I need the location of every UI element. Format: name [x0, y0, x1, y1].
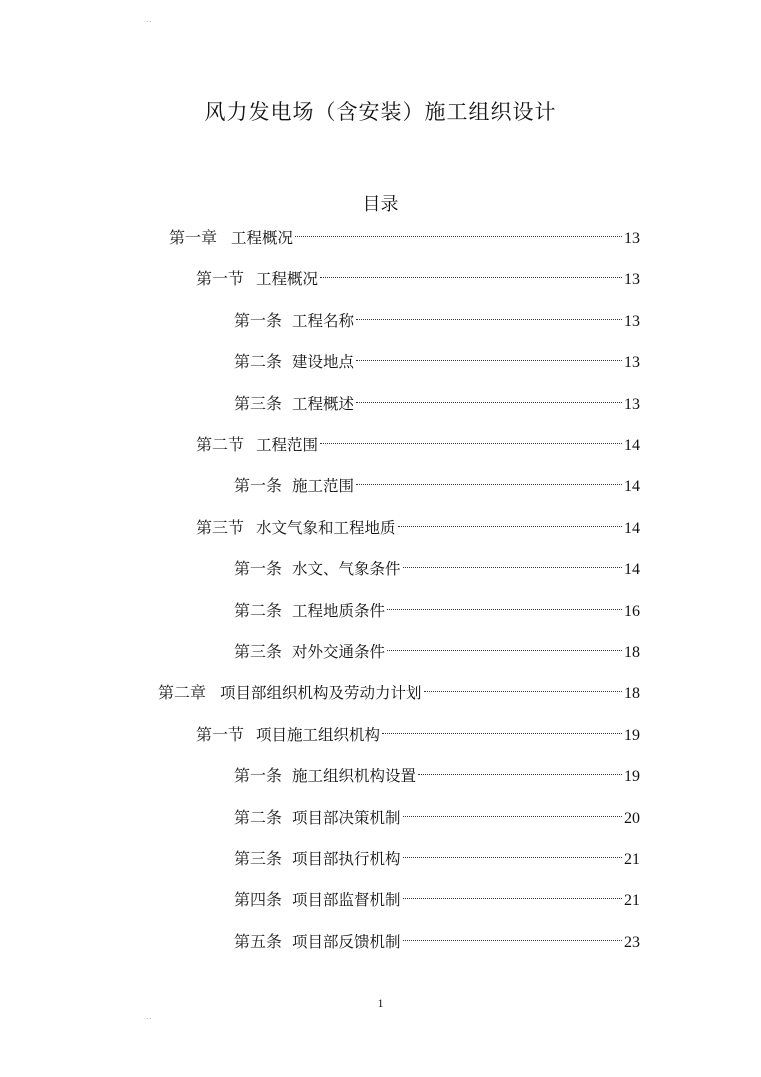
toc-entry-title: 水文气象和工程地质 — [256, 519, 396, 537]
toc-entry-number: 第四条 — [234, 890, 283, 909]
toc-entry[interactable] — [196, 716, 640, 744]
toc-entry[interactable] — [196, 260, 640, 288]
toc-dot-leader — [403, 923, 622, 947]
toc-entry-page: 13 — [624, 313, 640, 330]
toc-entry-number: 第五条 — [234, 932, 283, 951]
toc-dot-leader — [320, 426, 622, 450]
toc-dot-leader — [382, 716, 622, 740]
toc-heading: 目录 — [362, 194, 399, 215]
toc-entry-page: 14 — [624, 561, 640, 578]
toc-entry-page: 18 — [624, 685, 640, 702]
toc-entry[interactable] — [234, 881, 640, 909]
toc-dot-leader — [356, 343, 622, 367]
toc-entry-number: 第二条 — [234, 808, 283, 827]
toc-entry-number: 第二章 — [158, 683, 207, 702]
toc-dot-leader — [418, 757, 622, 781]
toc-entry-page: 13 — [624, 396, 640, 413]
toc-entry-number: 第二条 — [234, 352, 283, 371]
toc-entry-number: 第一条 — [234, 766, 283, 785]
toc-entry-page: 19 — [624, 768, 640, 785]
toc-dot-leader — [403, 840, 622, 864]
toc-dot-leader — [387, 633, 622, 657]
corner-mark-top: .. — [146, 16, 153, 24]
toc-entry-title: 对外交通条件 — [292, 643, 386, 661]
toc-entry-title: 建设地点 — [292, 353, 355, 371]
toc-dot-leader — [356, 302, 622, 326]
toc-entry-number: 第二条 — [234, 601, 283, 620]
toc-entry[interactable] — [234, 923, 640, 951]
toc-entry-number: 第三条 — [234, 394, 283, 413]
toc-entry-title: 施工组织机构设置 — [292, 767, 417, 785]
toc-entry-title: 项目部执行机构 — [292, 850, 401, 868]
toc-entry-title: 水文、气象条件 — [292, 560, 401, 578]
toc-entry-number: 第三条 — [234, 642, 283, 661]
toc-dot-leader — [387, 592, 622, 616]
toc-entry-page: 14 — [624, 437, 640, 454]
toc-entry-number: 第三条 — [234, 849, 283, 868]
toc-entry-title: 工程名称 — [292, 312, 355, 330]
document-title: 风力发电场（含安装）施工组织设计 — [204, 100, 557, 124]
toc-entry[interactable] — [234, 302, 640, 330]
toc-entry-number: 第一节 — [196, 725, 245, 744]
toc-dot-leader — [356, 467, 622, 491]
toc-entry-page: 20 — [624, 810, 640, 827]
toc-entry-title: 工程概况 — [231, 229, 294, 247]
toc-dot-leader — [320, 260, 622, 284]
toc-entry-page: 14 — [624, 478, 640, 495]
toc-entry[interactable] — [234, 592, 640, 620]
toc-entry-page: 13 — [624, 354, 640, 371]
toc-entry-number: 第三节 — [196, 518, 245, 537]
toc-entry-page: 19 — [624, 727, 640, 744]
toc-dot-leader — [295, 219, 622, 243]
toc-entry[interactable] — [169, 219, 640, 247]
toc-entry[interactable] — [234, 467, 640, 495]
toc-entry-page: 13 — [624, 230, 640, 247]
toc-entry-title: 项目部反馈机制 — [292, 933, 401, 951]
toc-dot-leader — [403, 799, 622, 823]
toc-entry-title: 工程概述 — [292, 395, 355, 413]
toc-entry-title: 项目部监督机制 — [292, 891, 401, 909]
toc-entry[interactable] — [158, 674, 640, 702]
toc-dot-leader — [403, 881, 622, 905]
toc-entry[interactable] — [196, 509, 640, 537]
toc-entry-number: 第一条 — [234, 559, 283, 578]
toc-entry[interactable] — [234, 550, 640, 578]
page-number: 1 — [377, 996, 384, 1010]
toc-entry[interactable] — [234, 757, 640, 785]
toc-entry-title: 施工范围 — [292, 477, 355, 495]
toc-dot-leader — [356, 385, 622, 409]
toc-entry[interactable] — [234, 385, 640, 413]
toc-entry-page: 13 — [624, 271, 640, 288]
toc-dot-leader — [398, 509, 622, 533]
toc-entry-title: 项目部决策机制 — [292, 809, 401, 827]
toc-entry-page: 21 — [624, 892, 640, 909]
toc-entry[interactable] — [196, 426, 640, 454]
toc-dot-leader — [424, 674, 622, 698]
toc-entry-page: 16 — [624, 603, 640, 620]
toc-entry[interactable] — [234, 840, 640, 868]
toc-entry-page: 14 — [624, 520, 640, 537]
toc-entry[interactable] — [234, 343, 640, 371]
toc-entry-number: 第一节 — [196, 269, 245, 288]
toc-entry-title: 项目部组织机构及劳动力计划 — [220, 684, 422, 702]
toc-entry-page: 18 — [624, 644, 640, 661]
toc-entry-title: 项目施工组织机构 — [256, 726, 381, 744]
toc-entry[interactable] — [234, 799, 640, 827]
toc-entry-page: 21 — [624, 851, 640, 868]
toc-entry[interactable] — [234, 633, 640, 661]
toc-entry-number: 第一章 — [169, 228, 218, 247]
toc-entry-number: 第一条 — [234, 311, 283, 330]
toc-entry-title: 工程概况 — [256, 270, 319, 288]
toc-entry-title: 工程范围 — [256, 436, 319, 454]
toc-entry-page: 23 — [624, 934, 640, 951]
toc-entry-number: 第二节 — [196, 435, 245, 454]
corner-mark-bottom: .. — [146, 1013, 153, 1021]
toc-entry-title: 工程地质条件 — [292, 602, 386, 620]
toc-entry-number: 第一条 — [234, 476, 283, 495]
toc-dot-leader — [403, 550, 622, 574]
